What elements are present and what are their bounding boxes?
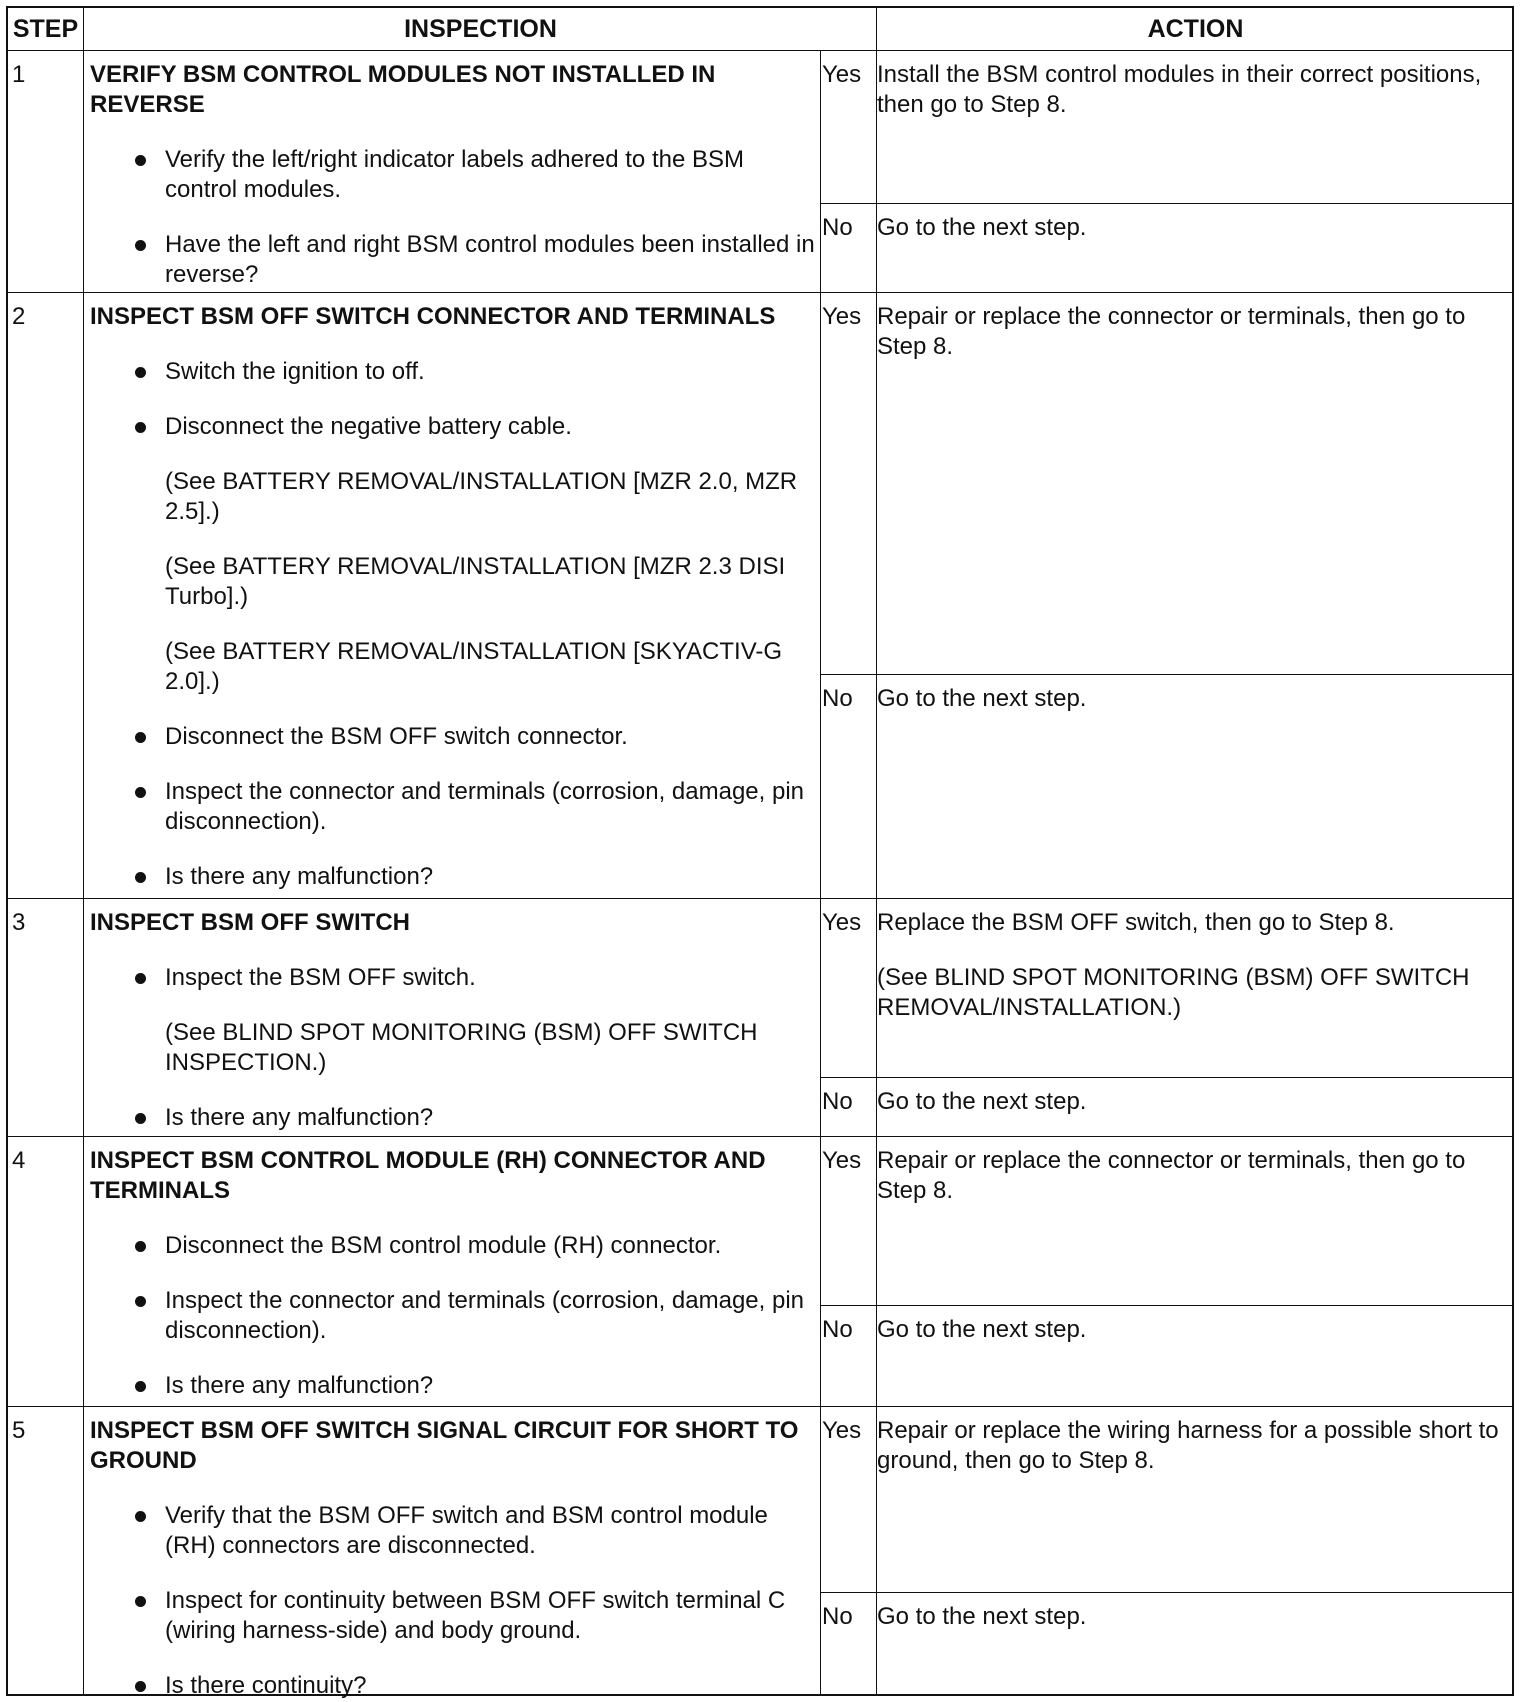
yes-label: Yes bbox=[822, 303, 862, 330]
bullet-item: Inspect the connector and terminals (corrosion, damage, pin disconnection). bbox=[90, 777, 820, 837]
action-text: Go to the next step. bbox=[877, 1603, 1087, 1630]
no-label: No bbox=[822, 1088, 853, 1115]
header-inspection: INSPECTION bbox=[404, 15, 557, 43]
step-number: 3 bbox=[12, 909, 26, 936]
inspection-cell bbox=[90, 60, 820, 290]
reference-note: (See BLIND SPOT MONITORING (BSM) OFF SWITCH INSPECTION.) bbox=[165, 1019, 758, 1076]
bullet-item: Disconnect the BSM OFF switch connector. bbox=[90, 722, 820, 752]
yes-action bbox=[877, 908, 1507, 1048]
reference-note: (See BATTERY REMOVAL/INSTALLATION [MZR 2.0, MZR 2.5].) bbox=[165, 468, 798, 525]
inspection-cell bbox=[90, 302, 820, 892]
bullet-item: Disconnect the BSM control module (RH) connector. bbox=[90, 1231, 820, 1261]
step-title: INSPECT BSM OFF SWITCH CONNECTOR AND TERMINALS bbox=[90, 303, 776, 330]
inspection-list bbox=[90, 963, 820, 1133]
step-title: VERIFY BSM CONTROL MODULES NOT INSTALLED IN REVERSE bbox=[90, 61, 716, 118]
inspection-cell bbox=[90, 1416, 820, 1701]
bullet-item: Is there continuity? bbox=[90, 1671, 820, 1701]
bullet-item: Inspect for continuity between BSM OFF switch terminal C (wiring harness-side) and body ground. bbox=[90, 1586, 820, 1646]
yes-action bbox=[877, 1146, 1507, 1231]
bullet-item: Verify the left/right indicator labels adhered to the BSM control modules. bbox=[90, 145, 820, 205]
bullet-item: Inspect the BSM OFF switch. bbox=[90, 963, 820, 993]
yes-action bbox=[877, 302, 1507, 387]
no-action bbox=[877, 1315, 1507, 1370]
no-action bbox=[877, 1087, 1507, 1142]
bullet-item: Switch the ignition to off. bbox=[90, 357, 820, 387]
inspection-cell bbox=[90, 1146, 820, 1401]
reference-note: (See BATTERY REMOVAL/INSTALLATION [MZR 2.3 DISI Turbo].) bbox=[165, 553, 786, 610]
yes-action bbox=[877, 1416, 1507, 1501]
no-action bbox=[877, 213, 1507, 268]
bullet-item: Inspect the connector and terminals (corrosion, damage, pin disconnection). bbox=[90, 1286, 820, 1346]
inspection-list bbox=[90, 1231, 820, 1401]
grid-divider bbox=[820, 50, 821, 1696]
yes-label: Yes bbox=[822, 1147, 862, 1174]
yes-no-divider bbox=[820, 1592, 1513, 1593]
bullet-item: Is there any malfunction? bbox=[90, 862, 820, 892]
inspection-cell bbox=[90, 908, 820, 1133]
inspection-list bbox=[90, 357, 820, 892]
row-divider bbox=[8, 50, 1513, 51]
yes-action bbox=[877, 60, 1507, 145]
no-action bbox=[877, 1602, 1507, 1657]
bullet-item: Verify that the BSM OFF switch and BSM control module (RH) connectors are disconnected. bbox=[90, 1501, 820, 1561]
yes-no-divider bbox=[820, 203, 1513, 204]
header-action: ACTION bbox=[1147, 15, 1244, 43]
step-number: 2 bbox=[12, 303, 26, 330]
yes-label: Yes bbox=[822, 61, 862, 88]
inspection-list bbox=[90, 1501, 820, 1701]
step-number: 5 bbox=[12, 1417, 26, 1444]
no-label: No bbox=[822, 1603, 853, 1630]
step-title: INSPECT BSM OFF SWITCH bbox=[90, 909, 410, 936]
step-number: 4 bbox=[12, 1147, 26, 1174]
action-text: Repair or replace the wiring harness for a possible short to ground, then go to Step 8. bbox=[877, 1417, 1499, 1474]
no-label: No bbox=[822, 214, 853, 241]
yes-no-divider bbox=[820, 1077, 1513, 1078]
no-label: No bbox=[822, 685, 853, 712]
yes-label: Yes bbox=[822, 909, 862, 936]
header-step: STEP bbox=[12, 15, 79, 43]
yes-no-divider bbox=[820, 1305, 1513, 1306]
reference-note: (See BATTERY REMOVAL/INSTALLATION [SKYACTIV-G 2.0].) bbox=[165, 638, 783, 695]
diagnostic-table bbox=[6, 6, 1514, 1699]
action-text: Repair or replace the connector or terminals, then go to Step 8. bbox=[877, 303, 1466, 360]
action-text: Go to the next step. bbox=[877, 1088, 1087, 1115]
row-divider bbox=[8, 898, 1513, 899]
action-text: Go to the next step. bbox=[877, 214, 1087, 241]
row-divider bbox=[8, 1406, 1513, 1407]
step-title: INSPECT BSM OFF SWITCH SIGNAL CIRCUIT FOR SHORT TO GROUND bbox=[90, 1417, 799, 1474]
action-reference: (See BLIND SPOT MONITORING (BSM) OFF SWITCH REMOVAL/INSTALLATION.) bbox=[877, 964, 1470, 1021]
bullet-item: Is there any malfunction? bbox=[90, 1103, 820, 1133]
yes-no-divider bbox=[820, 674, 1513, 675]
grid-divider bbox=[83, 8, 84, 1696]
inspection-list bbox=[90, 145, 820, 290]
action-text: Replace the BSM OFF switch, then go to Step 8. bbox=[877, 909, 1395, 936]
action-text: Install the BSM control modules in their correct positions, then go to Step 8. bbox=[877, 61, 1482, 118]
bullet-item: Have the left and right BSM control modules been installed in reverse? bbox=[90, 230, 820, 290]
action-text: Repair or replace the connector or terminals, then go to Step 8. bbox=[877, 1147, 1466, 1204]
step-title: INSPECT BSM CONTROL MODULE (RH) CONNECTOR AND TERMINALS bbox=[90, 1147, 766, 1204]
bullet-item: Is there any malfunction? bbox=[90, 1371, 820, 1401]
bullet-item: Disconnect the negative battery cable. bbox=[90, 412, 820, 442]
action-text: Go to the next step. bbox=[877, 685, 1087, 712]
no-action bbox=[877, 684, 1507, 739]
step-number: 1 bbox=[12, 61, 26, 88]
no-label: No bbox=[822, 1316, 853, 1343]
action-text: Go to the next step. bbox=[877, 1316, 1087, 1343]
yes-label: Yes bbox=[822, 1417, 862, 1444]
row-divider bbox=[8, 292, 1513, 293]
